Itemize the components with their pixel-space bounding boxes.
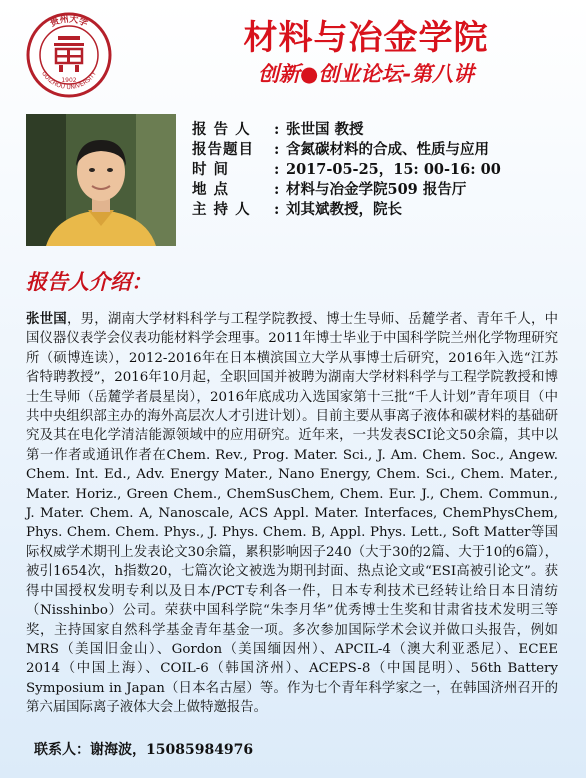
contact-info: 联系人：谢海波，15085984976 [34, 742, 254, 758]
bio-text: ，男，湖南大学材料科学与工程学院教授、博士生导师、岳麓学者、青年千人，中国仪器仪表学会仪表功能材料学会理事。2011年博士毕业于中国科学院兰州化学物理研究所（硕博连读），2012-2016年在日本横滨国立大学从事博士后研究，2016年入选“江苏省特聘教授”，2016年10月起，全职回国并被聘为湖南大学材料科学与工程学院教授和博士生导师（岳麓学者晨星岗），2016年底成功入选国家第十三批“千人计划”青年项目（中共中央组织部主办的海外高层次人才引进计划）。目前主要从事离子液体和碳材料的基础研究及其在电化学清洁能源领域中的应用研究。近年来，一共发表SCI论文50余篇，其中以第一作者或通讯作者在Chem. Rev., Prog. Mater. Sci., J. Am. Chem. Soc., Angew. Chem. Int. Ed., Adv. Energy Mater., Nano Energy, Chem. Sci., Chem. Mater., Mater. Horiz., Green Chem., ChemSusChem, Chem. Eur. J., Chem. Commun., J. Mater. Chem. A, Nanoscale, ACS Appl. Mater. Interfaces, ChemPhysChem, Phys. Chem. Chem. Phys., J. Phys. Chem. B, Appl. Phys. Lett., Soft Matter等国际权威学术期刊上发表论文30余篇，累积影响因子240（大于30的2篇、大于10的6篇），被引1654次，h指数20，七篇次论文被选为期刊封面、热点论文或“ESI高被引论文”。获得中国授权发明专利以及日本/PCT专利各一件，日本专利技术已经转让给日本日清纺（Nisshinbo）公司。荣获中国科学院“朱李月华”优秀博士生奖和甘肃省技术发明三等奖，主持国家自然科学基金青年基金一项。多次参加国际学术会议并做口头报告，例如MRS（美国旧金山）、Gordon（美国缅因州）、APCIL-4（澳大利亚悉尼）、ECEE 2014（中国上海）、COIL-6（韩国济州）、ACEPS-8（中国昆明）、56th Battery Symposium in Japan（日本名古屋）等。作为七个青年科学家之一，在韩国济州召开的第六届国际离子液体大会上做特邀报告。 [26, 312, 559, 716]
info-value: 张世国 教授 [286, 121, 364, 138]
info-row-topic [192, 140, 572, 160]
info-separator: : [274, 141, 280, 158]
info-row-speaker [192, 120, 572, 140]
speaker-portrait [26, 114, 176, 246]
info-label: 主 持 人 [192, 201, 251, 218]
speaker-photo [26, 114, 176, 246]
info-separator: : [274, 201, 280, 218]
info-row-time [192, 160, 572, 180]
logo-text-top: 贵州大学 [48, 14, 90, 30]
university-seal-icon [26, 12, 112, 98]
info-label: 时 间 [192, 161, 230, 178]
page-subtitle: 创新●创业论坛-第八讲 [257, 61, 475, 86]
logo-year: 1902 [61, 77, 77, 84]
info-value: 含氮碳材料的合成、性质与应用 [286, 141, 489, 158]
info-separator: : [274, 121, 280, 138]
info-label: 地 点 [192, 181, 230, 198]
info-row-location [192, 180, 572, 200]
bio-name: 张世国 [26, 311, 67, 327]
logo-text-bottom: GUIZHOU UNIVERSITY [40, 70, 98, 92]
bio-heading: 报告人介绍： [26, 269, 152, 294]
bio-paragraph [26, 310, 558, 718]
info-separator: : [274, 181, 280, 198]
info-row-host [192, 200, 572, 220]
info-separator: : [274, 161, 280, 178]
page-title: 材料与冶金学院 [243, 18, 489, 58]
university-logo [26, 12, 112, 98]
info-value: 2017-05-25，15: 00-16: 00 [286, 161, 501, 178]
info-label: 报 告 人 [192, 121, 251, 138]
event-info [192, 120, 572, 220]
info-label: 报告题目 [192, 141, 254, 158]
info-value: 材料与冶金学院509 报告厅 [286, 181, 467, 198]
info-value: 刘其斌教授，院长 [286, 201, 402, 218]
